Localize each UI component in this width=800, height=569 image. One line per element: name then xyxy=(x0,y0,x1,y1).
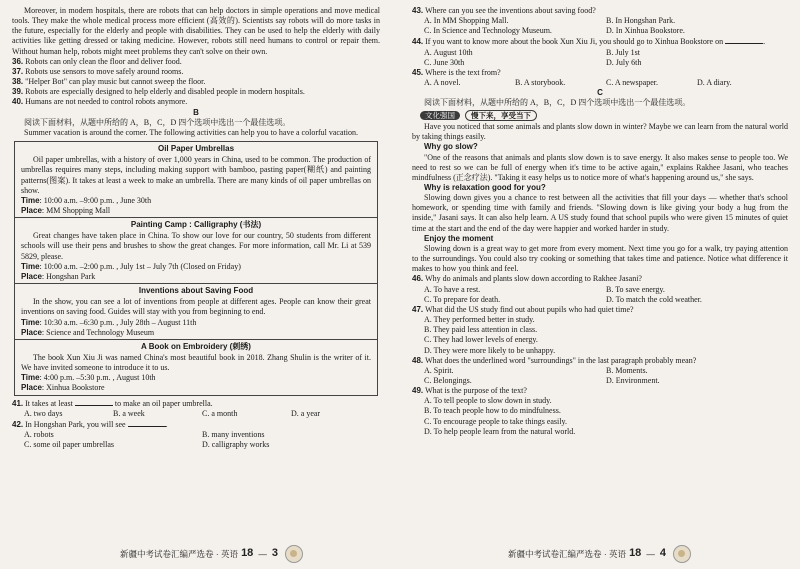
page-sub-number: 4 xyxy=(659,547,666,560)
option-d[interactable]: D. calligraphy works xyxy=(202,440,270,450)
passage-paragraph: Slowing down gives you a chance to rest between all the activities that fill your days — whether that's school homework, or spending time with family and friends. "Slowing down is like giving your body a hug from the inside," Jasani says. It can also help learn. A US study found that school pupils who were given 15 minutes of quiet time at the start and the end of the day were happier and worked harder in study. xyxy=(412,193,788,233)
option-c[interactable]: C. To encourage people to take things easily. xyxy=(424,416,567,426)
option-c[interactable]: C. Belongings. xyxy=(424,375,472,385)
passage-subheading: Why is relaxation good for you? xyxy=(424,183,546,193)
options xyxy=(412,48,788,68)
option-b[interactable]: B. a week xyxy=(113,408,145,418)
question-43: 43. Where can you see the inventions about saving food? A. In MM Shopping Mall. B. In Hongshan Park. C. In Science and Technology Museum. D. In Xinhua Bookstore. xyxy=(412,6,788,36)
section-b-lead: Summer vacation is around the corner. The following activities can help you to have a colorful vacation. xyxy=(24,127,358,137)
ad-title: A Book on Embroidery (刺绣) xyxy=(141,341,251,351)
option-a[interactable]: A. To have a rest. xyxy=(424,284,481,294)
options xyxy=(12,409,380,419)
question-47: 47. What did the US study find out about pupils who had quiet time? A. They performed better in study. B. They paid less attention in class. C. They had lower levels of energy. D. They were more likely to be unhappy. xyxy=(412,305,788,356)
option-a[interactable]: A. In MM Shopping Mall. xyxy=(424,16,509,26)
option-b[interactable]: B. They paid less attention in class. xyxy=(424,325,538,335)
right-footer: 新疆中考试卷汇编严选卷 · 英语 18 — 4 xyxy=(508,545,691,563)
answer-blank[interactable] xyxy=(128,419,166,427)
options xyxy=(412,315,788,356)
activities-box xyxy=(14,141,378,396)
page-number: 18 xyxy=(241,547,254,560)
option-a[interactable]: A. A novel. xyxy=(424,78,461,88)
section-b-instruction: 阅读下面材料，从题中所给的 A，B，C，D 四个选项中选出一个最佳选项。 xyxy=(24,117,291,127)
passage-subheading: Enjoy the moment xyxy=(424,233,494,243)
option-d[interactable]: D. a year xyxy=(291,408,321,418)
left-column xyxy=(12,6,380,450)
ad-time: Time: 10:30 a.m. –6:30 p.m. , July 28th – August 11th xyxy=(21,317,197,327)
ad-place: Place: Hongshan Park xyxy=(21,271,96,281)
option-c[interactable]: C. June 30th xyxy=(424,57,465,67)
topic-tags xyxy=(420,110,788,122)
question-44: 44. If you want to know more about the book Xun Xiu Ji, you should go to Xinhua Bookstore on . A. August 10th B. July 1st C. June 30th D. July 6th xyxy=(412,36,788,67)
page-sub-number: 3 xyxy=(271,547,278,560)
options xyxy=(412,285,788,305)
section-b-heading: B xyxy=(193,107,199,117)
question-37: 37. Robots use sensors to move safely around rooms. xyxy=(12,66,184,76)
left-footer: 新疆中考试卷汇编严选卷 · 英语 18 — 3 xyxy=(120,545,303,563)
answer-blank[interactable] xyxy=(725,36,763,44)
publisher-logo-icon xyxy=(673,545,691,563)
option-c[interactable]: C. some oil paper umbrellas xyxy=(24,440,114,450)
option-a[interactable]: A. August 10th xyxy=(424,47,473,57)
question-48: 48. What does the underlined word "surroundings" in the last paragraph probably mean? A. Spirit. B. Moments. C. Belongings. D. Environment. xyxy=(412,356,788,386)
option-a[interactable]: A. two days xyxy=(24,408,63,418)
option-b[interactable]: B. many inventions xyxy=(202,430,265,440)
ad-oil-paper-umbrellas xyxy=(15,142,377,218)
topic-title-tag: 慢下来，享受当下 xyxy=(465,110,537,122)
option-d[interactable]: D. July 6th xyxy=(606,57,642,67)
question-49: 49. What is the purpose of the text? A. To tell people to slow down in study. B. To teach people how to do mindfulness. C. To encourage people to take things easily. D. To help people learn from the natural world. xyxy=(412,386,788,437)
option-c[interactable]: C. a month xyxy=(202,408,238,418)
option-c[interactable]: C. To prepare for death. xyxy=(424,294,501,304)
option-a[interactable]: A. Spirit. xyxy=(424,365,454,375)
question-41: 41. It takes at least to make an oil paper umbrella. A. two days B. a week C. a month D. a year xyxy=(12,398,380,419)
ad-place: Place: Xinhua Bookstore xyxy=(21,383,105,393)
question-46: 46. Why do animals and plants slow down according to Rakhee Jasani? A. To have a rest. B. To save energy. C. To prepare for death. D. To match the cold weather. xyxy=(412,274,788,304)
option-b[interactable]: B. In Hongshan Park. xyxy=(606,16,676,26)
options xyxy=(412,396,788,437)
page-number: 18 xyxy=(629,547,642,560)
ad-place: Place: MM Shopping Mall xyxy=(21,205,111,215)
option-c[interactable]: C. In Science and Technology Museum. xyxy=(424,26,552,36)
options xyxy=(412,366,788,386)
passage-paragraph: Slowing down is a great way to get more from every moment. Next time you go for a walk, try paying attention to the surroundings. You could also try cooking or something that takes time and patience. Notice what difference it makes to how you think and feel. xyxy=(412,243,788,274)
passage-paragraph: "One of the reasons that animals and plants slow down is to save energy. It also makes sense to people too. We need to rest so we can be full of energy when it's time to be active again," explains Rakhee Jasani, who teaches mindfulness (正念疗法). "Taking it easy helps us to notice more of what's happening around us," she says. xyxy=(412,152,788,182)
ad-body: Oil paper umbrellas, with a history of over 1,000 years in China, used to be common. The production of umbrellas requires many steps, including making support with bamboo, pasting paper(糊纸) and painting patterns(图案). It takes at least a week to make an umbrella. There are many kinds of oil paper umbrellas on show. xyxy=(21,155,371,195)
option-d[interactable]: D. They were more likely to be unhappy. xyxy=(424,345,556,355)
option-b[interactable]: B. To teach people how to do mindfulness. xyxy=(424,406,561,416)
true-false-list xyxy=(12,57,380,108)
option-d[interactable]: D. To help people learn from the natural world. xyxy=(424,426,576,436)
option-d[interactable]: D. In Xinhua Bookstore. xyxy=(606,26,685,36)
topic-tag: 文化强国 xyxy=(420,111,460,121)
ad-body: The book Xun Xiu Ji was named China's most beautiful book in 2018. Zhang Shulin is the writer of it. We have invited someone to introduce it to us. xyxy=(21,353,371,373)
question-45: 45. Where is the text from? A. A novel. B. A storybook. C. A newspaper. D. A diary. xyxy=(412,68,788,88)
option-d[interactable]: D. To match the cold weather. xyxy=(606,294,702,304)
ad-title: Painting Camp : Calligraphy (书法) xyxy=(130,220,262,230)
right-column xyxy=(412,6,788,437)
question-40: 40. Humans are not needed to control robots anymore. xyxy=(12,97,188,107)
options xyxy=(412,78,788,88)
option-b[interactable]: B. Moments. xyxy=(606,365,648,375)
ad-time: Time: 10:00 a.m. –9:00 p.m. , June 30th xyxy=(21,195,152,205)
option-b[interactable]: B. To save energy. xyxy=(606,284,665,294)
option-d[interactable]: D. Environment. xyxy=(606,375,660,385)
ad-body: Great changes have taken place in China. To show our love for our country, 50 students from different schools will use their pens and brushes to show the great changes. For more information, call Mr. Li at 539 5829, please. xyxy=(21,231,371,261)
intro-paragraph: Moreover, in modern hospitals, there are robots that can help doctors in simple operations and move medical tools. They make the whole medical process more efficient (高效的). Scientists say robots will do more tasks in the future, especially for the elderly and people with disabilities. They can be used to help the elderly with daily activities like getting dressed or taking medicine. However, robots still need humans to control or repair them. Without human help, robots might meet problems they can't solve on their own. xyxy=(12,6,380,56)
options xyxy=(12,430,380,450)
question-39: 39. Robots are especially designed to help elderly and disabled people in modern hospitals. xyxy=(12,87,305,97)
option-a[interactable]: A. To tell people to slow down in study. xyxy=(424,396,552,406)
options xyxy=(412,16,788,36)
ad-title: Inventions about Saving Food xyxy=(138,286,254,296)
question-36: 36. Robots can only clean the floor and deliver food. xyxy=(12,56,182,66)
answer-blank[interactable] xyxy=(75,398,113,406)
ad-place: Place: Science and Technology Museum xyxy=(21,327,155,337)
publisher-logo-icon xyxy=(285,545,303,563)
ad-painting-camp xyxy=(15,218,377,284)
passage-paragraph: Have you noticed that some animals and plants slow down in winter? Maybe we can learn from the natural world by taking things easily. xyxy=(412,122,788,142)
option-b[interactable]: B. July 1st xyxy=(606,47,641,57)
ad-time: Time: 4:00 p.m. –5:30 p.m. , August 10th xyxy=(21,373,156,383)
option-b[interactable]: B. A storybook. xyxy=(515,78,566,88)
ad-inventions-saving-food xyxy=(15,284,377,340)
option-a[interactable]: A. robots xyxy=(24,430,54,440)
option-c[interactable]: C. A newspaper. xyxy=(606,78,658,88)
section-c-heading: C xyxy=(597,88,603,98)
question-38: 38. "Helper Bot" can play music but cannot sweep the floor. xyxy=(12,77,206,87)
ad-title: Oil Paper Umbrellas xyxy=(157,144,235,154)
question-42: 42. In Hongshan Park, you will see . A. robots B. many inventions C. some oil paper umbrellas D. calligraphy works xyxy=(12,419,380,450)
passage-subheading: Why go slow? xyxy=(424,142,478,152)
ad-time: Time: 10:00 a.m. –2:00 p.m. , July 1st – July 7th (Closed on Friday) xyxy=(21,261,241,271)
section-c-instruction: 阅读下面材料，从题中所给的 A，B，C，D 四个选项中选出一个最佳选项。 xyxy=(424,98,691,108)
ad-body: In the show, you can see a lot of inventions from people at different ages. People can know their great inventions on saving food. Guides will stay with you from beginning to end. xyxy=(21,297,371,317)
option-d[interactable]: D. A diary. xyxy=(697,78,732,88)
option-c[interactable]: C. They had lower levels of energy. xyxy=(424,335,538,345)
option-a[interactable]: A. They performed better in study. xyxy=(424,315,535,325)
ad-book-embroidery xyxy=(15,340,377,395)
